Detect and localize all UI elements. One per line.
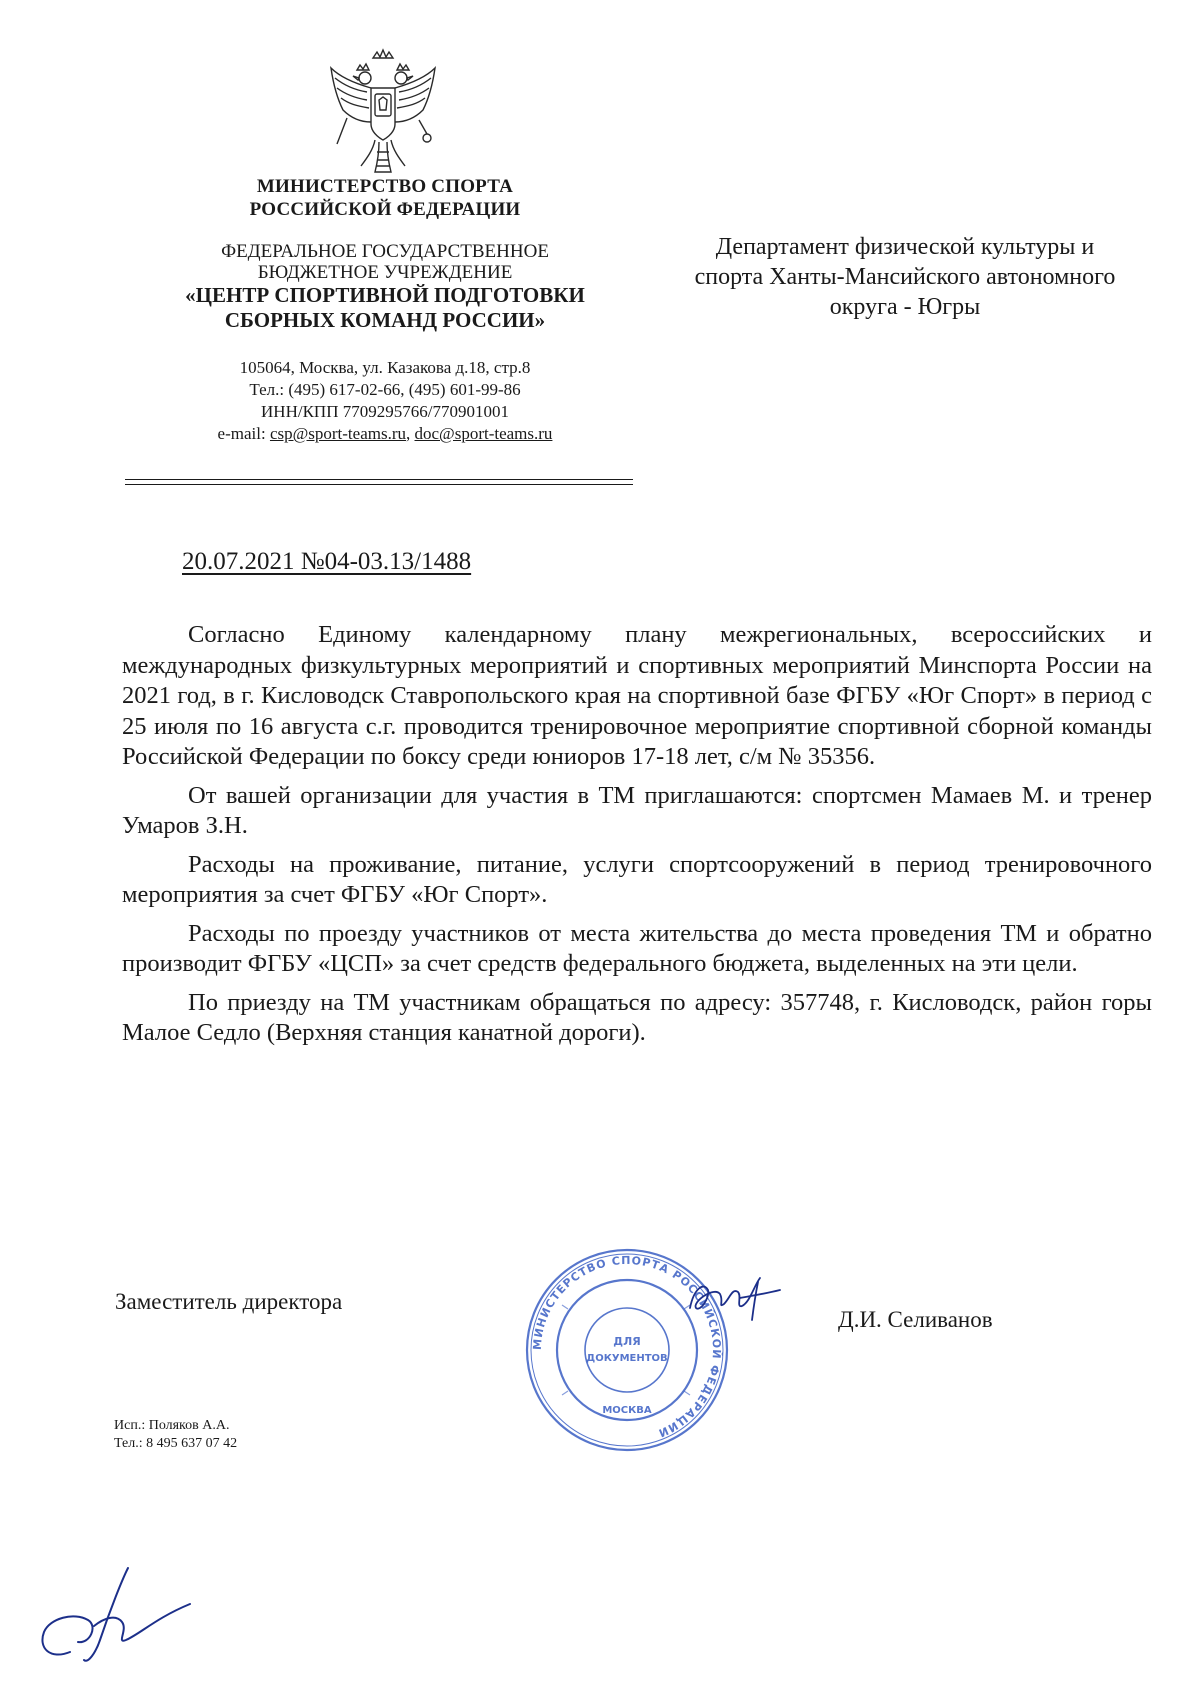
stamp-center-top: ДЛЯ — [613, 1335, 641, 1348]
org-email — [125, 423, 645, 445]
addressee-line-2: спорта Ханты-Мансийского автономного — [694, 264, 1116, 290]
state-emblem-icon — [327, 48, 439, 176]
body-paragraph-3: Расходы на проживание, питание, услуги спортсооружений в период тренировочного мероприятия за счет ФГБУ «Юг Спорт». — [122, 850, 1152, 908]
stamp-center-bottom: ДОКУМЕНТОВ — [586, 1353, 668, 1364]
org-inn: ИНН/КПП 7709295766/770901001 — [261, 402, 509, 421]
addressee-line-1: Департамент физической культуры и — [715, 234, 1095, 260]
addressee-line-3: округа - Югры — [829, 294, 981, 320]
letterhead-divider-1 — [125, 479, 633, 480]
body-paragraph-4: Расходы по проезду участников от места жительства до места проведения ТМ и обратно производит ФГБУ «ЦСП» за счет средств федерального бюджета, выделенных на эти цели. — [122, 919, 1152, 977]
signatory-title: Заместитель директора — [115, 1289, 343, 1314]
org-type — [125, 241, 645, 283]
letterhead — [125, 175, 645, 445]
director-signature-icon — [680, 1268, 790, 1328]
executor-phone: Тел.: 8 495 637 07 42 — [114, 1436, 238, 1451]
org-type-line-1: ФЕДЕРАЛЬНОЕ ГОСУДАРСТВЕННОЕ — [221, 241, 549, 262]
margin-initials-signature-icon — [30, 1560, 200, 1670]
stamp-outer-text: МИНИСТЕРСТВО СПОРТА РОССИЙСКОЙ ФЕДЕРАЦИИ — [530, 1253, 724, 1440]
signatory-name: Д.И. Селиванов — [838, 1307, 993, 1332]
addressee — [640, 232, 1170, 322]
org-phone: Тел.: (495) 617-02-66, (495) 601-99-86 — [249, 380, 521, 399]
body-paragraph-5: По приезду на ТМ участникам обращаться по адресу: 357748, г. Кисловодск, район горы Малое Седло (Верхняя станция канатной дороги). — [122, 988, 1152, 1046]
document-date-number: 20.07.2021 №04-03.13/1488 — [182, 548, 472, 575]
body-paragraph-1: Согласно Единому календарному плану межрегиональных, всероссийских и международных физкультурных мероприятий и спортивных мероприятий Минспорта России на 2021 год, в г. Кисловодск Ставропольского края на спортивной базе ФГБУ «Юг Спорт» в период с 25 июля по 16 августа с.г. проводится тренировочное мероприятие спортивной сборной команды Российской Федерации по боксу среди юниоров 17-18 лет, с/м № 35356. — [122, 621, 1152, 770]
org-name-line-2: СБОРНЫХ КОМАНД РОССИИ» — [224, 308, 546, 332]
email-link-doc[interactable]: doc@sport-teams.ru — [414, 424, 553, 443]
org-type-line-2: БЮДЖЕТНОЕ УЧРЕЖДЕНИЕ — [257, 262, 513, 283]
email-separator: , — [406, 424, 415, 443]
letter-body — [122, 620, 1152, 1057]
stamp-city: МОСКВА — [602, 1405, 652, 1416]
org-name-line-1: «ЦЕНТР СПОРТИВНОЙ ПОДГОТОВКИ — [185, 283, 585, 307]
contacts — [125, 357, 645, 445]
email-link-csp[interactable]: csp@sport-teams.ru — [269, 424, 406, 443]
executor-info — [114, 1417, 237, 1453]
body-paragraph-2: От вашей организации для участия в ТМ приглашаются: спортсмен Мамаев М. и тренер Умаров З.Н. — [122, 781, 1152, 839]
ministry-name-line-2: РОССИЙСКОЙ ФЕДЕРАЦИИ — [249, 199, 521, 220]
letterhead-divider-2 — [125, 484, 633, 485]
email-prefix: e-mail: — [217, 424, 270, 443]
executor-name: Исп.: Поляков А.А. — [114, 1418, 230, 1433]
ministry-name-line-1: МИНИСТЕРСТВО СПОРТА — [256, 176, 514, 197]
org-address: 105064, Москва, ул. Казакова д.18, стр.8 — [239, 358, 531, 377]
